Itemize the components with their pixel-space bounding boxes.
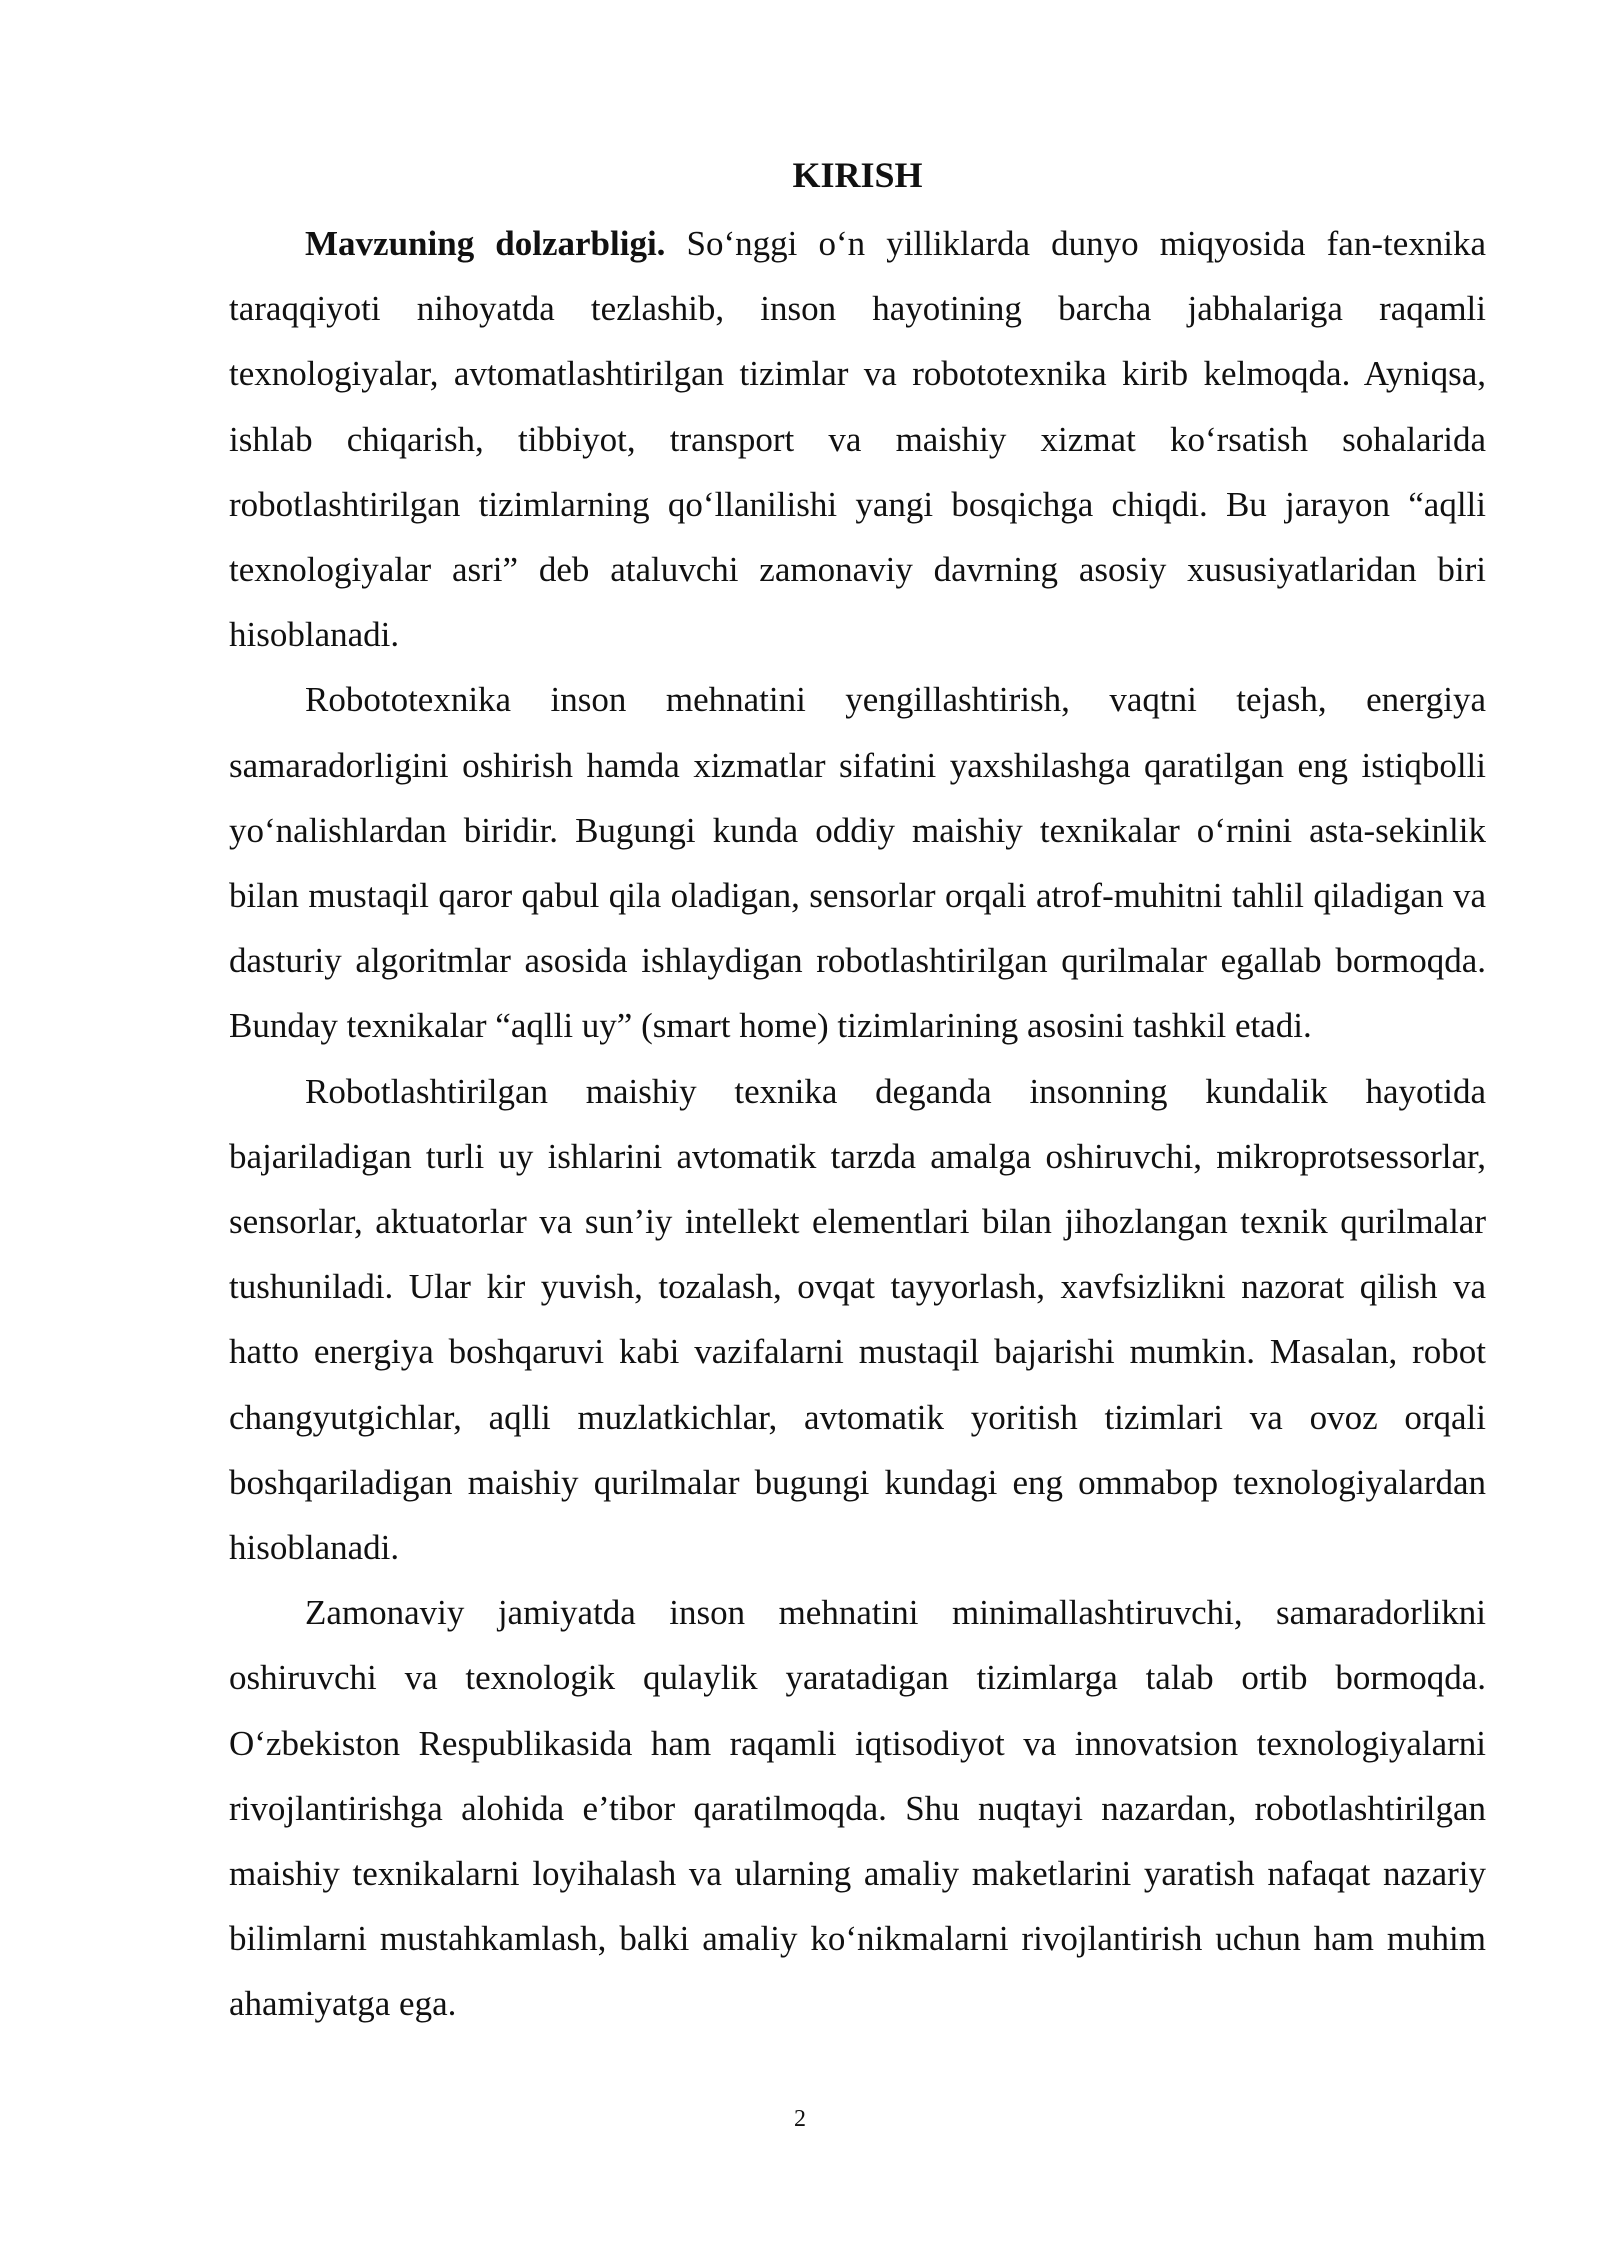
paragraph-relevance: [229, 211, 1486, 667]
section-heading: KIRISH: [792, 155, 923, 195]
page-body: [229, 147, 1486, 2037]
paragraph-lead: Mavzuning dolzarbligi.: [305, 224, 666, 263]
paragraph-household-tech: Robotlashtirilgan maishiy texnika deganda insonning kundalik hayotida bajariladigan turli uy ishlarini avtomatik tarzda amalga oshiruvchi, mikroprotsessorlar, sensorlar, aktuatorlar va sun’iy intellekt elementlari bilan jihozlangan texnik qurilmalar tushuniladi. Ular kir yuvish, tozalash, ovqat tayyorlash, xavfsizlikni nazorat qilish va hatto energiya boshqaruvi kabi vazifalarni mustaqil bajarishi mumkin. Masalan, robot changyutgichlar, aqlli muzlatkichlar, avtomatik yoritish tizimlari va ovoz orqali boshqariladigan maishiy qurilmalar bugungi kundagi eng ommabop texnologiyalardan hisoblanadi.: [229, 1071, 1486, 1568]
paragraph-robotics: Robototexnika inson mehnatini yengillashtirish, vaqtni tejash, energiya samaradorligini oshirish hamda xizmatlar sifatini yaxshilashga qaratilgan eng istiqbolli yo‘nalishlardan biridir. Bugungi kunda oddiy maishiy texnikalar o‘rnini asta-sekinlik bilan mustaqil qaror qabul qila oladigan, sensorlar orqali atrof-muhitni tahlil qiladigan va dasturiy algoritmlar asosida ishlaydigan robotlashtirilgan qurilmalar egallab bormoqda. Bunday texnikalar “aqlli uy” (smart home) tizimlarining asosini tashkil etadi.: [229, 680, 1486, 1046]
paragraph-text: So‘nggi o‘n yilliklarda dunyo miqyosida fan-texnika taraqqiyoti nihoyatda tezlashib, inson hayotining barcha jabhalariga raqamli texnologiyalar, avtomatlashtirilgan tizimlar va robototexnika kirib kelmoqda. Ayniqsa, ishlab chiqarish, tibbiyot, transport va maishiy xizmat ko‘rsatish sohalarida robotlashtirilgan tizimlarning qo‘llanilishi yangi bosqichga chiqdi. Bu jarayon “aqlli texnologiyalar asri” deb ataluvchi zamonaviy davrning asosiy xususiyatlaridan biri hisoblanadi.: [229, 224, 1486, 655]
paragraph-society: Zamonaviy jamiyatda inson mehnatini minimallashtiruvchi, samaradorlikni oshiruvchi va texnologik qulaylik yaratadigan tizimlarga talab ortib bormoqda. O‘zbekiston Respublikasida ham raqamli iqtisodiyot va innovatsion texnologiyalarni rivojlantirishga alohida e’tibor qaratilmoqda. Shu nuqtayi nazardan, robotlashtirilgan maishiy texnikalarni loyihalash va ularning amaliy maketlarini yaratish nafaqat nazariy bilimlarni mustahkamlash, balki amaliy ko‘nikmalarni rivojlantirish uchun ham muhim ahamiyatga ega.: [229, 1593, 1486, 2024]
page-number: 2: [794, 2106, 806, 2132]
